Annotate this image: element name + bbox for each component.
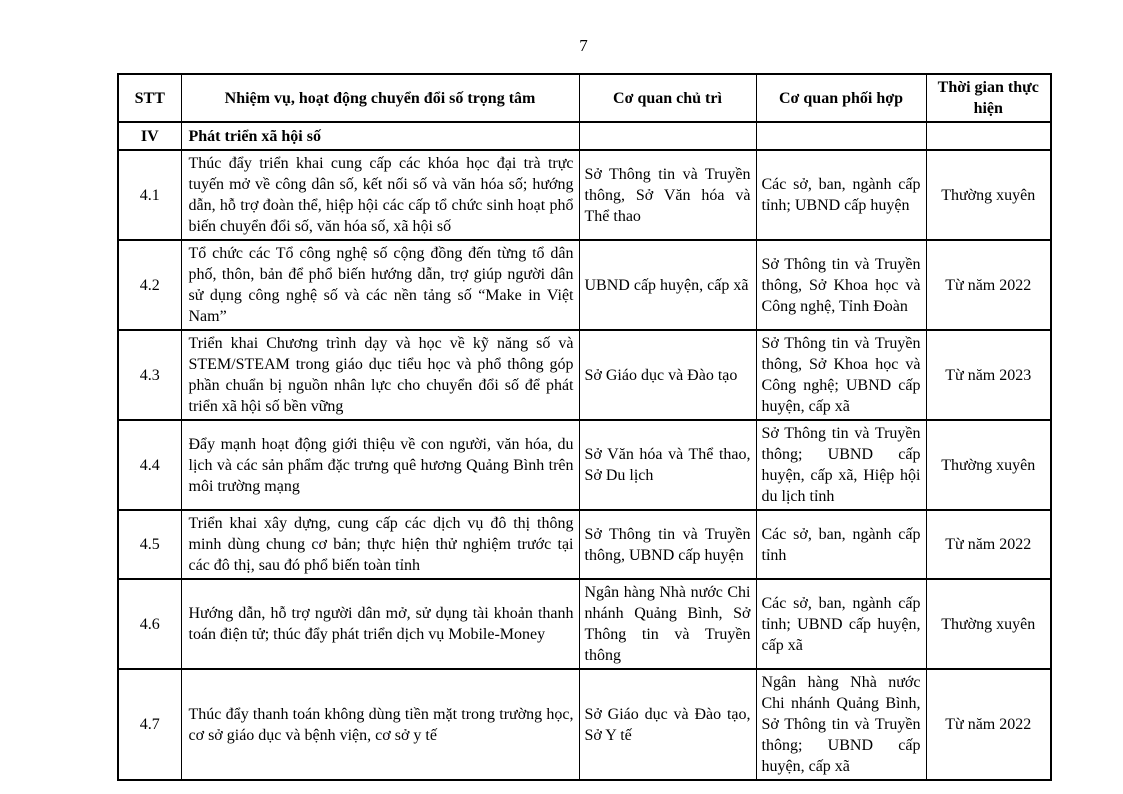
- coop-agency-cell: Sở Thông tin và Truyền thông; UBND cấp huyện, cấp xã, Hiệp hội du lịch tỉnh: [756, 420, 926, 510]
- header-cell-coop-agency: Cơ quan phối hợp: [756, 74, 926, 122]
- time-cell: Thường xuyên: [926, 579, 1051, 669]
- tasks-table: [117, 73, 1052, 781]
- coop-agency-cell: Ngân hàng Nhà nước Chi nhánh Quảng Bình, Sở Thông tin và Truyền thông; UBND cấp huyện, cấp xã: [756, 669, 926, 780]
- task-cell: Thúc đẩy thanh toán không dùng tiền mặt trong trường học, cơ sở giáo dục và bệnh viện, cơ sở y tế: [181, 669, 579, 780]
- table-row: [118, 669, 1051, 780]
- header-cell-stt: STT: [118, 74, 181, 122]
- time-cell: Từ năm 2022: [926, 510, 1051, 579]
- coop-agency-cell: Các sở, ban, ngành cấp tỉnh; UBND cấp huyện, cấp xã: [756, 579, 926, 669]
- time-cell: Từ năm 2023: [926, 330, 1051, 420]
- task-cell: Hướng dẫn, hỗ trợ người dân mở, sử dụng tài khoản thanh toán điện tử; thúc đẩy phát triển dịch vụ Mobile-Money: [181, 579, 579, 669]
- header-cell-lead-agency: Cơ quan chủ trì: [579, 74, 756, 122]
- section-row: [118, 122, 1051, 150]
- table-header-row: [118, 74, 1051, 122]
- time-cell: Từ năm 2022: [926, 669, 1051, 780]
- task-cell: Triển khai xây dựng, cung cấp các dịch vụ đô thị thông minh dùng chung cơ bản; thực hiện thử nghiệm trước tại các đô thị, sau đó phổ biến toàn tỉnh: [181, 510, 579, 579]
- page-number: 7: [579, 36, 588, 55]
- row-stt: 4.5: [118, 510, 181, 579]
- table-row: [118, 579, 1051, 669]
- lead-agency-cell: Sở Giáo dục và Đào tạo: [579, 330, 756, 420]
- coop-agency-cell: Các sở, ban, ngành cấp tỉnh; UBND cấp huyện: [756, 150, 926, 240]
- row-stt: 4.1: [118, 150, 181, 240]
- empty-cell: [579, 122, 756, 150]
- row-stt: 4.7: [118, 669, 181, 780]
- time-cell: Thường xuyên: [926, 150, 1051, 240]
- coop-agency-cell: Sở Thông tin và Truyền thông, Sở Khoa học và Công nghệ; UBND cấp huyện, cấp xã: [756, 330, 926, 420]
- lead-agency-cell: Sở Thông tin và Truyền thông, Sở Văn hóa và Thể thao: [579, 150, 756, 240]
- task-cell: Triển khai Chương trình dạy và học về kỹ năng số và STEM/STEAM trong giáo dục tiểu học và phổ thông góp phần chuẩn bị nguồn nhân lực cho chuyển đổi số để phát triển xã hội số bền vững: [181, 330, 579, 420]
- header-cell-time: Thời gian thực hiện: [926, 74, 1051, 122]
- time-cell: Thường xuyên: [926, 420, 1051, 510]
- row-stt: 4.6: [118, 579, 181, 669]
- time-cell: Từ năm 2022: [926, 240, 1051, 330]
- table-row: [118, 240, 1051, 330]
- task-cell: Đẩy mạnh hoạt động giới thiệu về con người, văn hóa, du lịch và các sản phẩm đặc trưng quê hương Quảng Bình trên môi trường mạng: [181, 420, 579, 510]
- empty-cell: [926, 122, 1051, 150]
- task-cell: Thúc đẩy triển khai cung cấp các khóa học đại trà trực tuyến mở về công dân số, kết nối số và văn hóa số; hướng dẫn, hỗ trợ đoàn thể, hiệp hội các cấp tổ chức sinh hoạt phổ biến chuyển đổi số, văn hóa số, xã hội số: [181, 150, 579, 240]
- lead-agency-cell: Sở Văn hóa và Thể thao, Sở Du lịch: [579, 420, 756, 510]
- row-stt: 4.2: [118, 240, 181, 330]
- table-row: [118, 510, 1051, 579]
- empty-cell: [756, 122, 926, 150]
- lead-agency-cell: Sở Giáo dục và Đào tạo, Sở Y tế: [579, 669, 756, 780]
- section-title: Phát triển xã hội số: [181, 122, 579, 150]
- lead-agency-cell: Ngân hàng Nhà nước Chi nhánh Quảng Bình, Sở Thông tin và Truyền thông: [579, 579, 756, 669]
- task-cell: Tổ chức các Tổ công nghệ số cộng đồng đến từng tổ dân phố, thôn, bản để phổ biến hướng dẫn, trợ giúp người dân sử dụng công nghệ số và các nền tảng số “Make in Việt Nam”: [181, 240, 579, 330]
- lead-agency-cell: UBND cấp huyện, cấp xã: [579, 240, 756, 330]
- row-stt: 4.4: [118, 420, 181, 510]
- table-row: [118, 420, 1051, 510]
- coop-agency-cell: Sở Thông tin và Truyền thông, Sở Khoa học và Công nghệ, Tỉnh Đoàn: [756, 240, 926, 330]
- header-cell-task: Nhiệm vụ, hoạt động chuyển đổi số trọng tâm: [181, 74, 579, 122]
- coop-agency-cell: Các sở, ban, ngành cấp tỉnh: [756, 510, 926, 579]
- section-stt: IV: [118, 122, 181, 150]
- table-row: [118, 150, 1051, 240]
- row-stt: 4.3: [118, 330, 181, 420]
- table-row: [118, 330, 1051, 420]
- lead-agency-cell: Sở Thông tin và Truyền thông, UBND cấp huyện: [579, 510, 756, 579]
